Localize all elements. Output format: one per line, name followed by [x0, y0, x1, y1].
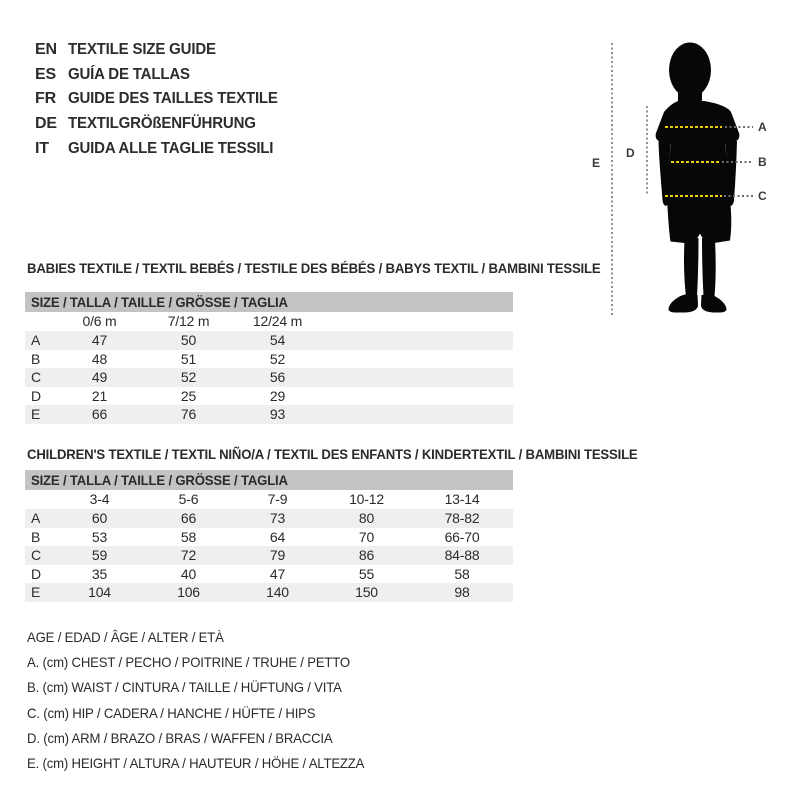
row-label: D	[31, 565, 41, 582]
table-row	[25, 565, 513, 584]
lang-code: IT	[35, 139, 49, 157]
children-section-title: CHILDREN'S TEXTILE / TEXTIL NIÑO/A / TEXTIL DES ENFANTS / KINDERTEXTIL / BAMBINI TESSILE	[27, 446, 638, 462]
label-waist-b: B	[758, 155, 767, 169]
column-header: 5-6	[178, 491, 199, 507]
chest-leader-line	[725, 126, 753, 128]
column-header: 3-4	[89, 491, 110, 507]
table-row	[25, 387, 513, 406]
cell: 76	[180, 406, 197, 423]
cell: 35	[91, 565, 108, 582]
lang-title: GUIDA ALLE TAGLIE TESSILI	[68, 139, 274, 157]
lang-title: TEXTILE SIZE GUIDE	[68, 41, 216, 59]
babies-section-title: BABIES TEXTILE / TEXTIL BEBÉS / TESTILE DES BÉBÉS / BABYS TEXTIL / BAMBINI TESSILE	[27, 260, 601, 276]
cell: 52	[180, 369, 197, 386]
table-row	[25, 368, 513, 387]
cell: 98	[454, 584, 470, 601]
table-row	[25, 331, 513, 350]
row-label: C	[31, 547, 41, 564]
lang-title: TEXTILGRÖßENFÜHRUNG	[68, 115, 256, 133]
label-arm-d: D	[626, 146, 635, 160]
column-header: 7/12 m	[167, 313, 210, 329]
cell: 66	[91, 406, 108, 423]
cell: 56	[269, 369, 286, 386]
table-row	[25, 583, 513, 602]
cell: 86	[358, 547, 375, 564]
cell: 47	[91, 332, 108, 348]
cell: 93	[269, 406, 286, 423]
cell: 80	[358, 510, 375, 526]
cell: 140	[266, 584, 289, 601]
cell: 29	[269, 387, 286, 404]
lang-row-de	[35, 112, 291, 137]
cell: 104	[88, 584, 111, 601]
column-header: 0/6 m	[82, 313, 117, 329]
lang-title: GUIDE DES TAILLES TEXTILE	[68, 90, 278, 108]
cell: 78-82	[444, 510, 480, 526]
measurement-legend	[27, 625, 386, 776]
cell: 58	[454, 565, 470, 582]
lang-row-en	[35, 38, 291, 63]
cell: 106	[177, 584, 200, 601]
legend-hip-line: C. (cm) HIP / CADERA / HANCHE / HÜFTE / HIPS	[27, 704, 316, 721]
language-title-list	[35, 38, 291, 161]
children-column-header-row	[25, 490, 513, 509]
arm-guide-dotted-line	[646, 106, 648, 194]
lang-code: FR	[35, 90, 56, 108]
lang-code: EN	[35, 41, 57, 59]
label-hip-c: C	[758, 189, 767, 203]
column-header: 12/24 m	[252, 313, 303, 329]
legend-height-line: E. (cm) HEIGHT / ALTURA / HAUTEUR / HÖHE / ALTEZZA	[27, 754, 365, 771]
cell: 47	[269, 565, 286, 582]
cell: 52	[269, 350, 286, 367]
cell: 73	[269, 510, 286, 526]
cell: 50	[180, 332, 197, 348]
cell: 58	[180, 528, 197, 545]
cell: 66	[180, 510, 197, 526]
legend-waist-line: B. (cm) WAIST / CINTURA / TAILLE / HÜFTUNG / VITA	[27, 679, 342, 696]
row-label: B	[31, 350, 41, 367]
cell: 64	[269, 528, 286, 545]
children-size-table	[25, 470, 513, 602]
lang-row-fr	[35, 87, 291, 112]
table-row	[25, 350, 513, 369]
babies-size-header-bar: SIZE / TALLA / TAILLE / GRÖSSE / TAGLIA	[25, 292, 513, 312]
cell: 84-88	[444, 547, 480, 564]
table-row	[25, 405, 513, 424]
column-header: 13-14	[444, 491, 480, 507]
lang-row-it	[35, 136, 291, 161]
lang-row-es	[35, 63, 291, 88]
cell: 48	[91, 350, 108, 367]
cell: 54	[269, 332, 286, 348]
cell: 60	[91, 510, 108, 526]
legend-chest-line: A. (cm) CHEST / PECHO / POITRINE / TRUHE / PETTO	[27, 654, 350, 671]
column-header: 7-9	[267, 491, 288, 507]
legend-arm-line: D. (cm) ARM / BRAZO / BRAS / WAFFEN / BRACCIA	[27, 729, 333, 746]
lang-code: DE	[35, 115, 57, 133]
children-size-header-bar: SIZE / TALLA / TAILLE / GRÖSSE / TAGLIA	[25, 470, 513, 490]
row-label: E	[31, 406, 41, 423]
hip-measure-line	[665, 195, 722, 197]
cell: 72	[180, 547, 197, 564]
cell: 66-70	[444, 528, 480, 545]
waist-leader-line	[722, 161, 751, 163]
cell: 150	[355, 584, 378, 601]
table-row	[25, 509, 513, 528]
lang-code: ES	[35, 65, 56, 83]
babies-size-table	[25, 292, 513, 424]
chest-measure-line	[665, 126, 722, 128]
cell: 25	[180, 387, 197, 404]
hip-leader-line	[724, 195, 753, 197]
babies-column-header-row	[25, 312, 513, 331]
row-label: E	[31, 584, 41, 601]
row-label: C	[31, 369, 41, 386]
legend-age-line: AGE / EDAD / ÂGE / ALTER / ETÀ	[27, 629, 224, 645]
row-label: A	[31, 332, 41, 348]
cell: 49	[91, 369, 108, 386]
cell: 53	[91, 528, 108, 545]
row-label: A	[31, 510, 41, 526]
table-row	[25, 528, 513, 547]
cell: 79	[269, 547, 286, 564]
label-chest-a: A	[758, 120, 767, 134]
label-height-e: E	[592, 156, 600, 170]
child-silhouette-image	[645, 38, 750, 318]
lang-title: GUÍA DE TALLAS	[68, 65, 190, 83]
row-label: B	[31, 528, 41, 545]
waist-measure-line	[671, 161, 719, 163]
cell: 21	[91, 387, 108, 404]
cell: 40	[180, 565, 197, 582]
cell: 59	[91, 547, 108, 564]
table-row	[25, 546, 513, 565]
cell: 55	[358, 565, 375, 582]
cell: 70	[358, 528, 375, 545]
column-header: 10-12	[349, 491, 384, 507]
cell: 51	[180, 350, 197, 367]
row-label: D	[31, 387, 41, 404]
